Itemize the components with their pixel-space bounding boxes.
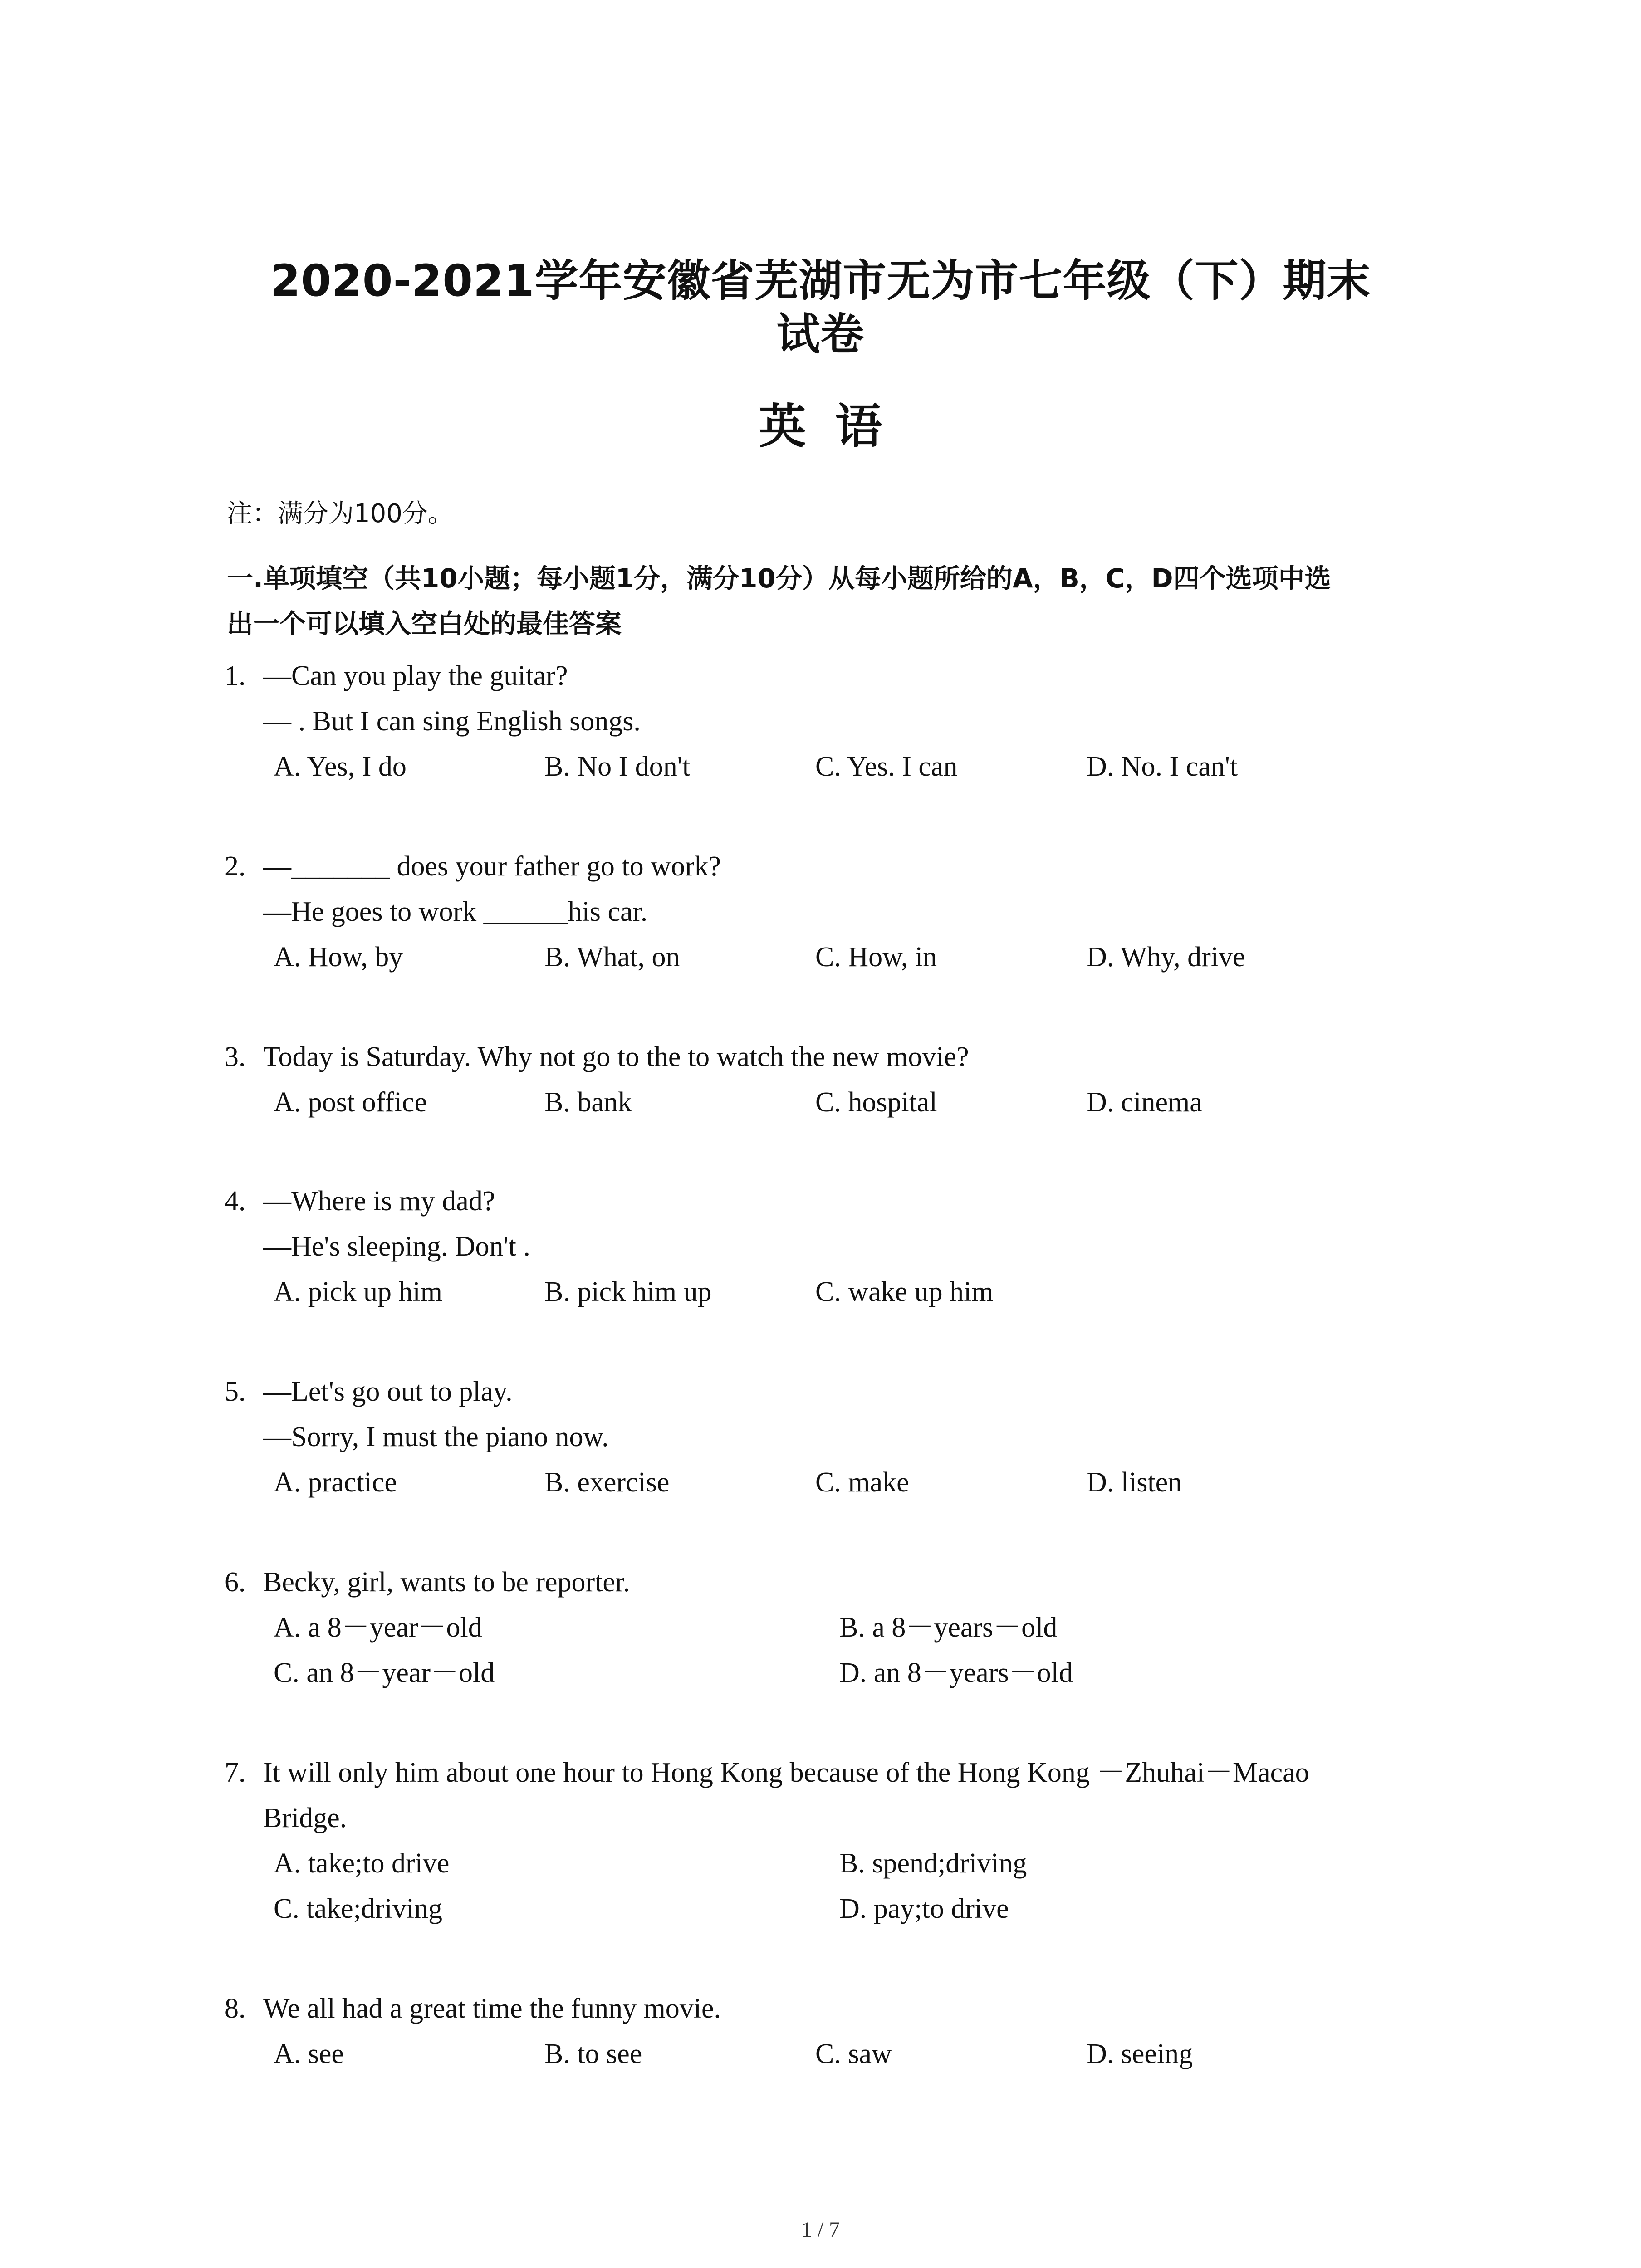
option-c: C. hospital [815, 1087, 937, 1118]
score-note: 注：满分为100分。 [227, 499, 453, 528]
option-d: D. pay;to drive [839, 1893, 1009, 1924]
subject-heading: 英语 [759, 399, 911, 454]
question-line: Today is Saturday. Why not go to the to watch the new movie? [263, 1041, 969, 1072]
option-d: D. No. I can't [1087, 751, 1238, 782]
option-a: A. take;to drive [274, 1848, 450, 1879]
option-c: C. Yes. I can [815, 751, 958, 782]
option-a: A. see [274, 2038, 344, 2069]
question-number: 6. [225, 1567, 246, 1598]
page-number: 1 / 7 [801, 2218, 840, 2242]
option-c: C. take;driving [274, 1893, 442, 1924]
option-a: A. pick up him [274, 1276, 442, 1307]
question-number: 5. [225, 1376, 246, 1407]
option-d: D. Why, drive [1087, 942, 1245, 973]
option-d: D. an 8－years－old [839, 1657, 1073, 1688]
question-line: —_______ does your father go to work? [263, 851, 721, 882]
option-d: D. cinema [1087, 1087, 1202, 1118]
option-a: A. post office [274, 1087, 427, 1118]
option-d: D. listen [1087, 1467, 1182, 1498]
question-number: 4. [225, 1186, 246, 1217]
option-b: B. spend;driving [839, 1848, 1027, 1879]
question-line: —Sorry, I must the piano now. [263, 1422, 609, 1452]
option-b: B. What, on [544, 942, 680, 973]
option-c: C. wake up him [815, 1276, 994, 1307]
option-b: B. bank [544, 1087, 632, 1118]
question-number: 2. [225, 851, 246, 882]
question-line: —Let's go out to play. [263, 1376, 513, 1407]
question-line: We all had a great time the funny movie. [263, 1993, 721, 2024]
option-c: C. make [815, 1467, 909, 1498]
question-line: —Where is my dad? [263, 1186, 495, 1217]
exam-title-line1: 2020-2021学年安徽省芜湖市无为市七年级（下）期末 [270, 255, 1371, 306]
question-line: —Can you play the guitar? [263, 660, 568, 691]
exam-title-line2: 试卷 [776, 309, 865, 360]
question-line: It will only him about one hour to Hong Kong because of the Hong Kong －Zhuhai－Macao [263, 1757, 1309, 1788]
option-b: B. pick him up [544, 1276, 712, 1307]
option-a: A. How, by [274, 942, 403, 973]
question-line: — . But I can sing English songs. [263, 706, 641, 737]
option-c: C. How, in [815, 942, 937, 973]
option-d: D. seeing [1087, 2038, 1193, 2069]
option-b: B. to see [544, 2038, 642, 2069]
question-number: 8. [225, 1993, 246, 2024]
option-b: B. No I don't [544, 751, 691, 782]
option-c: C. an 8－year－old [274, 1657, 495, 1688]
question-line: Becky, girl, wants to be reporter. [263, 1567, 630, 1598]
option-a: A. Yes, I do [274, 751, 407, 782]
section-heading-line1: 一.单项填空（共10小题；每小题1分，满分10分）从每小题所给的A，B，C，D四个选项中选 [227, 563, 1331, 594]
question-number: 1. [225, 660, 246, 691]
option-b: B. exercise [544, 1467, 670, 1498]
question-line: Bridge. [263, 1803, 347, 1833]
section-heading-line2: 出一个可以填入空白处的最佳答案 [227, 608, 622, 639]
question-number: 3. [225, 1041, 246, 1072]
option-b: B. a 8－years－old [839, 1612, 1058, 1643]
option-c: C. saw [815, 2038, 892, 2069]
option-a: A. a 8－year－old [274, 1612, 482, 1643]
question-number: 7. [225, 1757, 246, 1788]
question-line: —He's sleeping. Don't . [263, 1231, 530, 1262]
question-line: —He goes to work ______his car. [263, 896, 648, 927]
option-a: A. practice [274, 1467, 397, 1498]
